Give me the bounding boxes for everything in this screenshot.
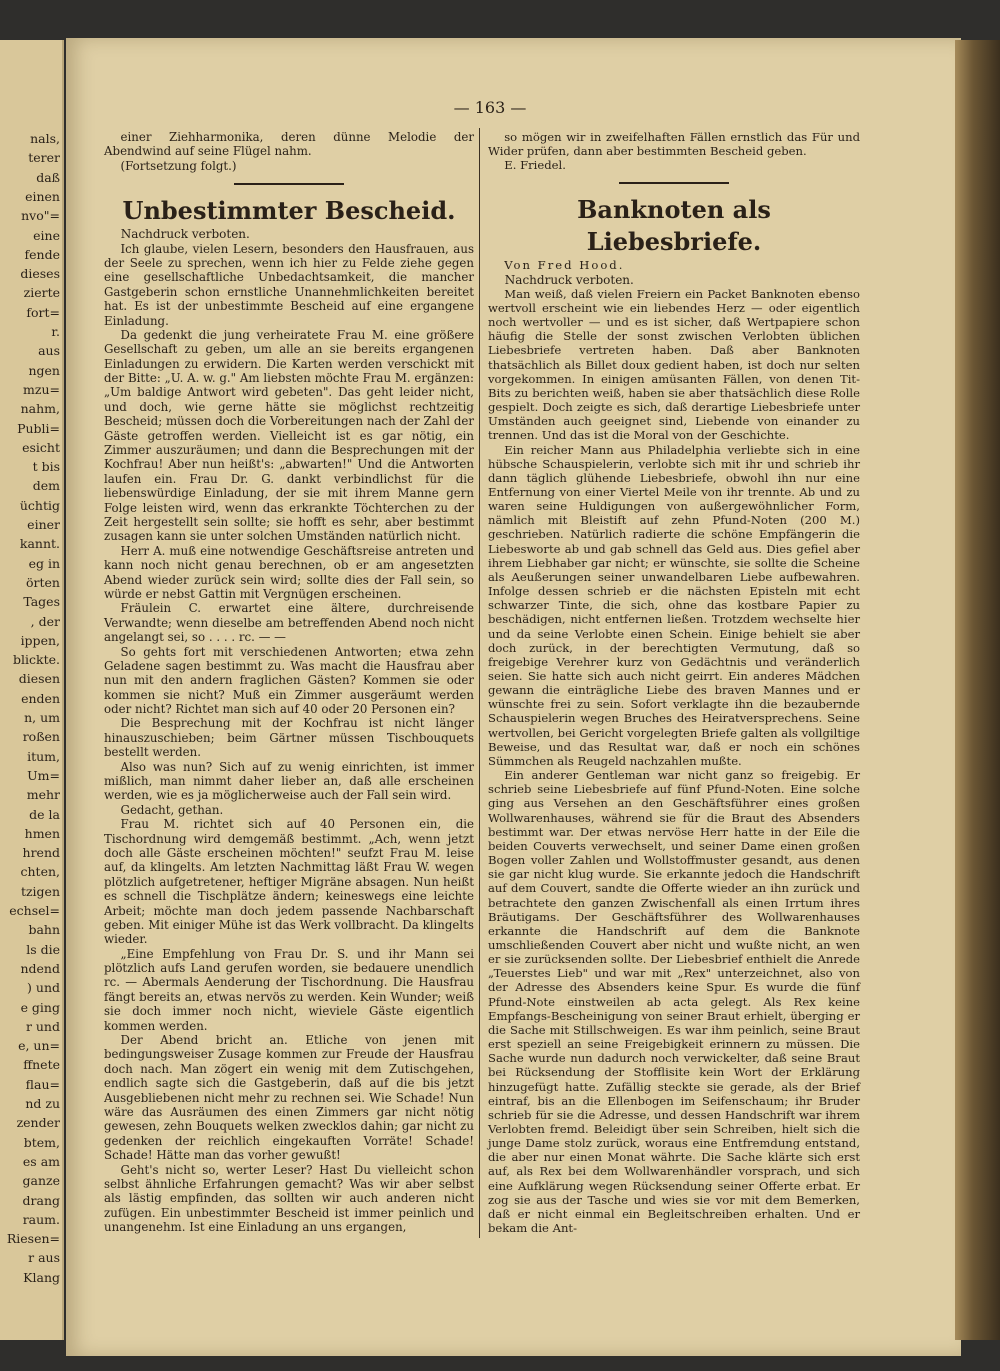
fragment-line: mehr (26, 788, 60, 803)
paragraph: Ein anderer Gentleman war nicht ganz so freigebig. Er schrieb seine Liebesbriefe auf fünf Pfund-Noten. Eine solche ging aus Versehen an den Geschäftsführer eines großen Wollwarenhauses, während sie für die Braut des Absenders bestimmt war. Der etwas nervöse Herr hatte in der Eile die beiden Couverts verwechselt, und seiner Dame einen großen Bogen voller Zahlen und Wollstoffmuster gesandt, aus denen sie gar nicht klug wurde. Sie erkannte jedoch die Handschrift auf dem Couvert, sandte die Offerte wieder an ihn zurück und betrachtete den ganzen Zwischenfall als einen Irrtum ihres Bräutigams. Der Geschäftsführer des Wollwarenhauses erkannte die Handschrift auf dem die Banknote umschließenden Couvert aber nicht und wußte nicht, an wen er sie zurücksenden sollte. Der Liebesbrief enthielt die Anrede „Teuerstes Lieb" und war mit „Rex" unterzeichnet, also von der Adresse des Absenders keine Spur. Es wurde die fünf Pfund-Note einstweilen ab acta gelegt. Als Rex keine Empfangs-Bescheinigung von seiner Braut erhielt, überging er die Sache mit Stillschweigen. Es war ihm peinlich, seine Braut erst speziell an seine Freigebigkeit erinnern zu müssen. Die Sache wurde nun dadurch noch verwickelter, daß seine Braut bei Rücksendung der Stofflisite kein Wort der Erklärung hinzugefügt hatte. Zufällig steckte sie gerade, als der Brief eintraf, bis an die Ellenbogen im Seifenschaum; ihr Bruder schrieb für sie die Adresse, und dessen Handschrift war ihrem Verlobten fremd. Beleidigt über sein Schreiben, hielt sich die junge Dame stolz zurück, woraus eine Entfremdung entstand, die aber nur einen Monat währte. Die Sache klärte sich erst auf, als Rex bei dem Wollwarenhändler vorsprach, und sich eine Aufklärung wegen Rücksendung seiner Offerte erbat. Er zog sie aus der Tasche und wies sie vor mit dem Bemerken, daß er nicht einmal ein Begleitschreiben erhalten. Und er bekam die Ant- (488, 768, 860, 1236)
fragment-line: blickte. (13, 653, 60, 668)
fragment-line: drang (22, 1193, 60, 1208)
fragment-line: tzigen (20, 884, 60, 899)
fragment-line: daß (36, 170, 60, 185)
fragment-line: flau= (25, 1077, 60, 1092)
paragraph: Herr A. muß eine notwendige Geschäftsreise antreten und kann noch nicht genau berechnen, ob er am angesetzten Abend wieder zurück sein wird; sollte dies der Fall sein, so würde er nebst Gattin mit Vergnügen erscheinen. (104, 543, 474, 601)
fragment-line: dieses (20, 267, 60, 282)
paragraph: Man weiß, daß vielen Freiern ein Packet Banknoten ebenso wertvoll erscheint wie ein liebendes Herz — oder eigentlich noch wertvoller — und es ist sicher, daß Wertpapiere schon häufig die Stelle der sonst zwischen Verlobten üblichen Liebesbriefe vertreten haben. Daß aber Banknoten thatsächlich als Billet doux gedient haben, ist doch nur selten vorgekommen. In einigen amüsanten Fällen, von denen Tit-Bits zu berichten weiß, haben sie aber thatsächlich diese Rolle gespielt. Doch zeigte es sich, daß derartige Liebesbriefe unter Umständen auch geeignet sind, Liebende von einander zu trennen. Und das ist die Moral von der Geschichte. (488, 286, 860, 443)
fragment-line: ndend (20, 961, 60, 976)
fragment-line: nd zu (25, 1097, 60, 1111)
fragment-line: fort= (26, 305, 60, 320)
left-column (104, 130, 474, 1235)
fragment-line: eine (33, 228, 60, 243)
fragment-line: kannt. (19, 537, 60, 552)
article-title: Banknoten als Liebesbriefe. (577, 195, 771, 257)
fragment-line: ffnete (23, 1058, 60, 1073)
fragment-line: üchtig (19, 498, 60, 513)
fragment-line: terer (28, 151, 60, 166)
fragment-line: nals, (30, 132, 60, 146)
fragment-line: esicht (22, 440, 60, 455)
fragment-line: btem, (23, 1135, 60, 1150)
fragment-line: zender (16, 1116, 60, 1131)
fragment-line: dem (32, 479, 60, 494)
previous-page-fragment (0, 40, 64, 1340)
fragment-line: Klang (23, 1270, 60, 1285)
fragment-line: fende (24, 247, 60, 262)
fragment-line: e ging (20, 1000, 60, 1015)
fragment-line: es am (22, 1154, 60, 1169)
fragment-line: hrend (22, 846, 60, 861)
paragraph: Fräulein C. erwartet eine ältere, durchreisende Verwandte; wenn dieselbe am betreffenden Abend noch nicht angelangt sei, so . . . . rc. — — (104, 601, 474, 645)
section-rule (234, 183, 344, 185)
fragment-line: r. (51, 325, 60, 339)
article-body (104, 242, 474, 1235)
fragment-line: aus (38, 344, 60, 359)
fragment-line: ngen (28, 363, 60, 378)
article-title: Unbestimmter Bescheid. (122, 196, 456, 226)
fragment-line: n, um (24, 711, 60, 725)
continued-text: so mögen wir in zweifelhaften Fällen ernstlich das Für und Wider prüfen, dann aber bestimmten Bescheid geben. (488, 130, 860, 159)
section-rule (619, 182, 729, 184)
fragment-line: örten (26, 575, 60, 590)
fragment-line: echsel= (9, 904, 60, 918)
copyright-note: Nachdruck verboten. (120, 227, 250, 242)
fragment-line: bahn (28, 923, 60, 938)
fragment-line: r aus (28, 1251, 60, 1266)
fragment-line: ippen, (20, 633, 60, 648)
fragment-line: nvo"= (21, 209, 60, 224)
paragraph: Frau M. richtet sich auf 40 Personen ein, die Tischordnung wird demgemäß bestimmt. „Ach, wenn jetzt doch alle Gäste erscheinen möchten!" seufzt Frau M. leise auf, da klingelts. Am letzten Nachmittag läßt Frau W. wegen plötzlich aufgetretener, heftiger Migräne absagen. Nun heißt es schnell die Tischplätze ändern; keineswegs eine leichte Arbeit; möchte man doch jedem passende Nachbarschaft geben. Mit einiger Mühe ist das Werk vollbracht. Da klingelts wieder. (104, 817, 474, 947)
fragment-line: einen (25, 189, 60, 204)
fragment-line: eg in (28, 556, 60, 571)
right-column (488, 130, 860, 1235)
continued-text: einer Ziehharmonika, deren dünne Melodie der Abendwind auf seine Flügel nahm. (104, 130, 474, 159)
paragraph: „Eine Empfehlung von Frau Dr. S. und ihr Mann sei plötzlich aufs Land gerufen worden, sie bedauere unendlich rc. — Abermals Aenderung der Tischordnung. Die Hausfrau fängt bereits an, etwas nervös zu werden. Kein Wunder; weiß sie doch immer noch nicht, wieviele Gäste eigentlich kommen werden. (104, 946, 474, 1033)
fragment-line: Publi= (17, 421, 60, 436)
fragment-line: einer (27, 518, 60, 532)
fragment-line: ) und (27, 981, 60, 996)
paragraph: Da gedenkt die jung verheiratete Frau M. eine größere Gesellschaft zu geben, um alle an sie bereits ergangenen Einladungen zu erwidern. Die Karten werden verschickt mit der Bitte: „U. A. w. g." Am liebsten möchte Frau M. ergänzen: „Um baldige Antwort wird gebeten". Das geht leider nicht, und doch, wie gerne hätte sie möglichst rechtzeitig Bescheid; müssen doch die Vorbereitungen nach der Zahl der Gäste getroffen werden. Vielleicht ist es gar nötig, ein Zimmer auszuräumen; und dann die Besprechungen mit der Kochfrau! Aber nun heißt's: „abwarten!" Und die Antworten laufen ein. Frau Dr. G. dankt verbindlichst für die liebenswürdige Einladung, der sie mit ihrem Manne gern Folge leisten wird, wenn das erkrankte Töchterchen zu der Zeit hergestellt sein sollte; sie hofft es sehr, aber bestimmt zusagen kann sie unter solchen Umständen natürlich nicht. (104, 327, 474, 544)
fragment-line: nahm, (20, 402, 60, 417)
fragment-line: ls die (26, 942, 60, 957)
fragment-line: r und (25, 1019, 60, 1034)
author-signature: E. Friedel. (504, 158, 566, 173)
paragraph: Geht's nicht so, werter Leser? Hast Du vielleicht schon selbst ähnliche Erfahrungen gemacht? Was wir aber selbst als lästig empfinden, das sollten wir auch anderen nicht zufügen. Ein unbestimmter Bescheid ist immer peinlich und unangenehm. Ist eine Einladung an uns ergangen, (104, 1162, 474, 1235)
fragment-line: mzu= (23, 382, 60, 397)
fragment-line: , der (30, 614, 60, 629)
fragment-line: diesen (18, 672, 60, 687)
paragraph: Die Besprechung mit der Kochfrau ist nicht länger hinauszuschieben; beim Gärtner müssen Tischbouquets bestellt werden. (104, 716, 474, 760)
paragraph: So gehts fort mit verschiedenen Antworten; etwa zehn Geladene sagen bestimmt zu. Was macht die Hausfrau aber nun mit den andern fraglichen Gästen? Kommen sie oder kommen sie nicht? Muß ein Zimmer ausgeräumt werden oder nicht? Richtet man sich auf 40 oder 20 Personen ein? (104, 644, 474, 717)
fragment-line: ganze (22, 1174, 60, 1189)
copyright-note: Nachdruck verboten. (504, 272, 634, 287)
fragment-line: roßen (22, 730, 60, 745)
book-edge (955, 40, 1000, 1340)
column-divider (479, 128, 480, 1238)
fragment-line: Riesen= (6, 1232, 60, 1247)
fragment-line: Um= (27, 768, 60, 783)
article-body (488, 287, 860, 1235)
paragraph: Ich glaube, vielen Lesern, besonders den Hausfrauen, aus der Seele zu sprechen, wenn ich hier zu Felde ziehe gegen eine gesellschaftliche Unbedachtsamkeit, die mancher Gastgeberin schon ernstliche Unannehmlichkeiten bereitet hat. Es ist der unbestimmte Bescheid auf eine ergangene Einladung. (104, 241, 474, 328)
fragment-line: raum. (22, 1212, 60, 1227)
fragment-line: e, un= (18, 1039, 60, 1054)
fragment-line: Tages (23, 595, 60, 610)
fragment-line: enden (21, 691, 60, 706)
fragment-line: de la (29, 807, 60, 822)
paragraph: Ein reicher Mann aus Philadelphia verliebte sich in eine hübsche Schauspielerin, verlobte sich mit ihr und schrieb ihr dann täglich glühende Liebesbriefe, obwohl ihn nur eine Entfernung von einer Viertel Meile von ihr trennte. Ab und zu waren seine Huldigungen von außergewöhnlicher Form, nämlich mit Bleistift auf zehn Pfund-Noten (200 M.) geschrieben. Natürlich radierte die schöne Empfängerin die Liebesworte ab und gab schnell das Geld aus. Dies gefiel aber ihrem Liebhaber gar nicht; er wünschte, sie sollte die Scheine als Aeußerungen seiner unwandelbaren Liebe aufbewahren. Infolge dessen schrieb er die nächsten Episteln mit echt schwarzer Tinte, die sich, ohne das kostbare Papier zu beschädigen, nicht entfernen ließen. Trotzdem wechselte hier und da seine Verlobte einen Schein. Einige behielt sie aber doch zurück, in der berechtigten Vermutung, daß so freigebige Verehrer kurz von Gedächtnis und veränderlich seien. Sie hatte sich auch nicht geirrt. Ein anderes Mädchen gewann die einträgliche Liebe des braven Mannes und er wünschte frei zu sein. Sofort verklagte ihn die bezaubernde Schauspielerin wegen Bruches des Heiratversprechens. Seine wertvollen, bei Gericht vorgelegten Briefe galten als vollgiltige Beweise, und das Resultat war, daß er noch ein schönes Sümmchen als Reugeld nachzahlen mußte. (488, 442, 860, 768)
paragraph: Gedacht, gethan. (120, 802, 224, 817)
fragment-line: itum, (27, 749, 60, 764)
paragraph: Also was nun? Sich auf zu wenig einrichten, ist immer mißlich, man nimmt daher lieber an, daß alle erscheinen werden, wie es ja möglicherweise auch der Fall sein wird. (104, 759, 474, 803)
fragment-line: zierte (23, 286, 60, 301)
to-be-continued: (Fortsetzung folgt.) (120, 158, 237, 173)
page-number: — 163 — (453, 98, 527, 117)
article-byline: Von Fred Hood. (504, 258, 625, 273)
paragraph: Der Abend bricht an. Etliche von jenen mit bedingungsweiser Zusage kommen zur Freude der Hausfrau doch nach. Man zögert ein wenig mit dem Zutischgehen, endlich sagte sich die Gastgeberin, daß auf die bis jetzt Ausgebliebenen nicht mehr zu rechnen sei. Wie Schade! Nun wäre das Ausräumen des einen Zimmers gar nicht nötig gewesen, zehn Bouquets welken zwecklos dahin; gar nicht zu gedenken der reichlich eingekauften Vorräte! Schade! Schade! Hätte man das vorher gewußt! (104, 1033, 474, 1163)
fragment-line: hmen (24, 826, 60, 841)
fragment-line: t bis (32, 460, 60, 475)
fragment-line: chten, (20, 865, 60, 880)
